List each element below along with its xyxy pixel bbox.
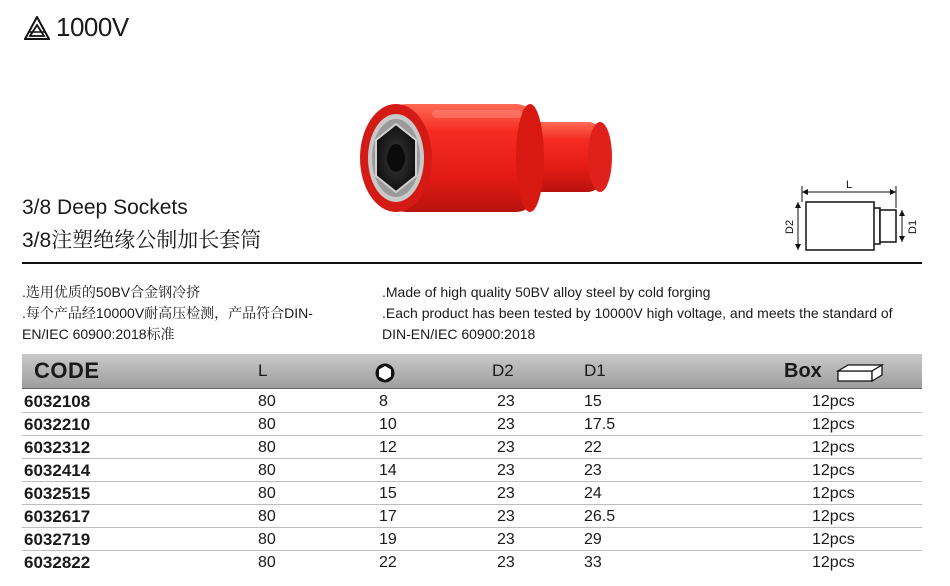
cell-box: 12pcs [812, 508, 855, 525]
diagram-label-d2: D2 [784, 219, 796, 234]
dimension-diagram [780, 176, 930, 256]
cell-hex: 12 [379, 439, 397, 456]
cell-l: 80 [258, 554, 276, 571]
column-header-d2: D2 [492, 361, 514, 380]
cell-l: 80 [258, 531, 276, 548]
table-header [22, 354, 922, 389]
description-cn [22, 282, 352, 345]
cell-hex: 22 [379, 554, 397, 571]
column-header-code: CODE [34, 358, 100, 383]
cell-d2: 23 [497, 416, 515, 433]
cell-d2: 23 [497, 393, 515, 410]
table-row [22, 436, 922, 459]
cell-d2: 23 [497, 531, 515, 548]
cell-d1: 26.5 [584, 508, 616, 525]
diagram-label-d1: D1 [907, 219, 919, 234]
insulation-triangle-icon [24, 16, 50, 40]
product-title-cn: 3/8注塑绝缘公制加长套筒 [22, 229, 262, 252]
cell-l: 80 [258, 416, 276, 433]
cell-hex: 19 [379, 531, 397, 548]
cell-hex: 10 [379, 416, 397, 433]
table-row [22, 505, 922, 528]
description-en-line: .Each product has been tested by 10000V high voltage, and meets the standard of [382, 305, 893, 321]
table-row [22, 413, 922, 436]
product-image [352, 92, 622, 220]
cell-l: 80 [258, 462, 276, 479]
cell-d1: 17.5 [584, 416, 616, 433]
table-row [22, 482, 922, 505]
cell-d1: 33 [584, 554, 602, 571]
column-header-d1: D1 [584, 361, 606, 380]
description-cn-line: EN/IEC 60900:2018标准 [22, 326, 175, 342]
cell-code: 6032822 [24, 553, 91, 572]
cell-d1: 29 [584, 531, 602, 548]
box-icon [836, 361, 884, 381]
description-en-line: DIN-EN/IEC 60900:2018 [382, 326, 536, 342]
cell-d2: 23 [497, 508, 515, 525]
cell-code: 6032210 [24, 415, 91, 434]
column-header-box: Box [784, 360, 822, 382]
cell-code: 6032515 [24, 484, 91, 503]
description-en-line: .Made of high quality 50BV alloy steel by cold forging [382, 284, 711, 300]
description-en [382, 282, 942, 345]
cell-d1: 22 [584, 439, 602, 456]
column-header-l: L [258, 361, 268, 380]
cell-box: 12pcs [812, 416, 855, 433]
table-row [22, 390, 922, 413]
table-row [22, 528, 922, 551]
cell-l: 80 [258, 393, 276, 410]
description-cn-line: .每个产品经10000V耐高压检测，产品符合DIN- [22, 305, 313, 321]
cell-d2: 23 [497, 462, 515, 479]
cell-box: 12pcs [812, 485, 855, 502]
cell-box: 12pcs [812, 531, 855, 548]
cell-d1: 15 [584, 393, 602, 410]
cell-l: 80 [258, 508, 276, 525]
cell-d2: 23 [497, 554, 515, 571]
cell-code: 6032719 [24, 530, 91, 549]
cell-code: 6032108 [24, 392, 91, 411]
product-title-en: 3/8 Deep Sockets [22, 196, 188, 219]
voltage-label: 1000V [56, 12, 129, 42]
cell-d2: 23 [497, 485, 515, 502]
cell-hex: 8 [379, 393, 388, 410]
cell-code: 6032312 [24, 438, 91, 457]
cell-d2: 23 [497, 439, 515, 456]
cell-box: 12pcs [812, 439, 855, 456]
cell-l: 80 [258, 439, 276, 456]
cell-hex: 17 [379, 508, 397, 525]
cell-hex: 14 [379, 462, 397, 479]
description-cn-line: .选用优质的50BV合金钢冷挤 [22, 284, 201, 300]
cell-code: 6032414 [24, 461, 91, 480]
table-row [22, 459, 922, 482]
cell-d1: 24 [584, 485, 602, 502]
diagram-label-l: L [846, 179, 853, 191]
cell-code: 6032617 [24, 507, 91, 526]
cell-hex: 15 [379, 485, 397, 502]
cell-d1: 23 [584, 462, 602, 479]
cell-box: 12pcs [812, 554, 855, 571]
voltage-rating [24, 12, 129, 43]
hexagon-size-icon [374, 361, 396, 381]
cell-box: 12pcs [812, 393, 855, 410]
section-divider [22, 262, 922, 264]
cell-box: 12pcs [812, 462, 855, 479]
cell-l: 80 [258, 485, 276, 502]
table-row [22, 551, 922, 574]
